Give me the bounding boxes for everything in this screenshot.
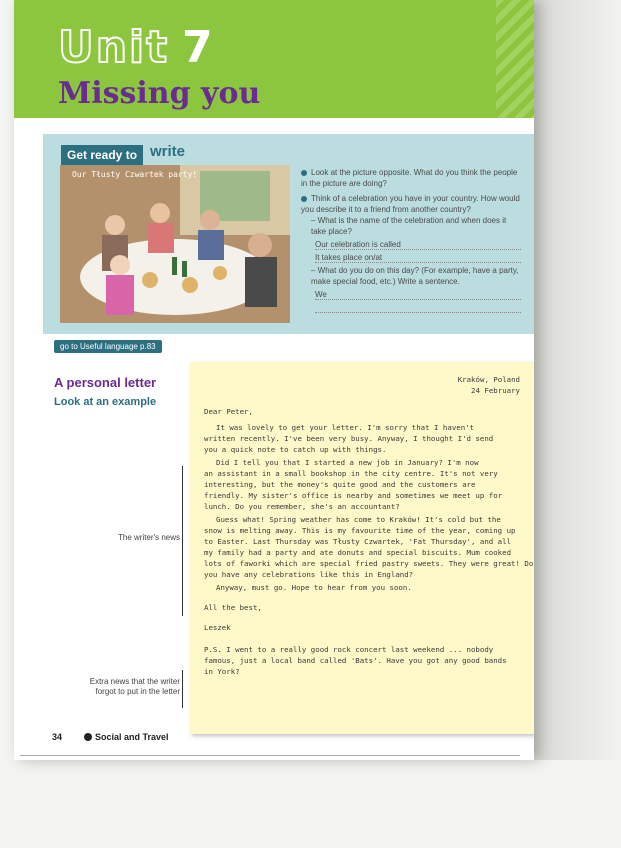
letter-line: to Easter. Last Thursday was Tłusty Czwartek, 'Fat Thursday', and all — [204, 537, 512, 546]
textbook-page — [14, 0, 534, 760]
answer-line[interactable] — [315, 252, 521, 263]
letter-closing: All the best, — [204, 603, 262, 612]
task-item — [301, 167, 521, 189]
useful-language-link[interactable]: go to Useful language p.83 — [54, 340, 162, 353]
globe-icon — [84, 733, 92, 741]
task-text: Think of a celebration you have in your country. How would you describe it to a friend from another country? — [301, 194, 520, 214]
note-extra-news — [90, 677, 180, 697]
task-list — [301, 167, 521, 315]
answer-prompt: We — [315, 290, 327, 299]
letter-card — [190, 362, 534, 734]
section-subtitle: Look at an example — [54, 396, 157, 408]
letter-date: 24 February — [471, 386, 520, 395]
task-subitem: – What do you do on this day? (For example, have a party, make special food, etc.) Write a sentence. — [311, 266, 519, 286]
task-item — [301, 193, 521, 215]
letter-postscript — [204, 644, 507, 677]
bullet-icon — [301, 170, 307, 176]
section-title: A personal letter — [54, 375, 157, 390]
note-writers-news: The writer's news — [118, 533, 180, 542]
task-subitem: – What is the name of the celebration and when does it take place? — [311, 216, 507, 236]
note-extra-line: forgot to put in the letter — [95, 687, 180, 696]
task-subtext: What is the name of the celebration and when does it take place? — [311, 216, 507, 236]
task-subtext: What do you do on this day? (For example, have a party, make special food, etc.) Write a sentence. — [311, 266, 519, 286]
footer-rule — [20, 755, 520, 756]
unit-title: Unit — [58, 22, 170, 73]
answer-line[interactable] — [315, 289, 521, 300]
letter-line: interesting, but the money's quite good and the customers are — [204, 480, 476, 489]
header-decoration — [496, 0, 534, 118]
news-bracket — [178, 466, 183, 616]
letter-line: It was lovely to get your letter. I'm sorry that I haven't — [216, 423, 475, 432]
letter-line: an assistant in a small bookshop in the city centre. It's not very — [204, 469, 498, 478]
photo-caption: Our Tłusty Czwartek party! — [72, 170, 198, 179]
letter-line: P.S. I went to a really good rock concert last weekend ... nobody — [204, 645, 494, 654]
letter-signature: Leszek — [204, 623, 231, 632]
extra-news-bracket — [178, 670, 183, 708]
unit-subtitle: Missing you — [58, 76, 261, 111]
answer-prompt: It takes place on/at — [315, 253, 383, 262]
letter-paragraph-3 — [204, 514, 533, 580]
unit-number: 7 — [182, 22, 213, 73]
letter-line: snow is melting away. This is my favourite time of the year, coming up — [204, 526, 516, 535]
letter-line: Did I tell you that I started a new job in January? I'm now — [216, 458, 479, 467]
answer-line[interactable] — [315, 239, 521, 250]
letter-line: lunch. Do you remember, she's an accountant? — [204, 502, 400, 511]
letter-paragraph-2 — [204, 457, 502, 512]
answer-prompt: Our celebration is called — [315, 240, 401, 249]
note-extra-line: Extra news that the writer — [89, 677, 180, 686]
letter-line: written recently. I've been very busy. Anyway, I thought I'd send — [204, 434, 494, 443]
get-ready-label: Get ready to — [61, 145, 143, 165]
letter-line: friendly. My sister's office is nearby and sometimes we meet up for — [204, 491, 503, 500]
letter-line: lots of faworki which are special fried pastry sweets. They were great! Do — [204, 559, 534, 568]
bullet-icon — [301, 196, 307, 202]
letter-greeting: Dear Peter, — [204, 407, 253, 416]
letter-line: my family had a party and ate donuts and special biscuits. Mum cooked — [204, 548, 512, 557]
task-text: Look at the picture opposite. What do you think the people in the picture are doing? — [301, 168, 518, 188]
letter-line: Guess what! Spring weather has come to Kraków! It's cold but the — [216, 515, 501, 524]
letter-address-block — [458, 374, 520, 396]
page-edge-shadow — [534, 0, 621, 760]
page-number: 34 — [52, 732, 63, 742]
answer-line[interactable] — [315, 302, 521, 313]
brand-label: Social and Travel — [95, 732, 169, 742]
letter-line: famous, just a local band called 'Bats'. Have you got any good bands — [204, 656, 507, 665]
family-party-photo — [60, 165, 290, 323]
letter-line: you have any celebrations like this in England? — [204, 570, 414, 579]
footer-brand — [84, 732, 169, 742]
letter-address: Kraków, Poland — [457, 375, 520, 384]
family-party-illustration — [60, 165, 290, 323]
letter-line: in York? — [204, 667, 240, 676]
letter-paragraph-1 — [204, 422, 493, 455]
letter-paragraph-4: Anyway, must go. Hope to hear from you soon. — [216, 583, 412, 592]
letter-line: you a quick note to catch up with things. — [204, 445, 387, 454]
get-ready-verb: write — [150, 143, 186, 160]
